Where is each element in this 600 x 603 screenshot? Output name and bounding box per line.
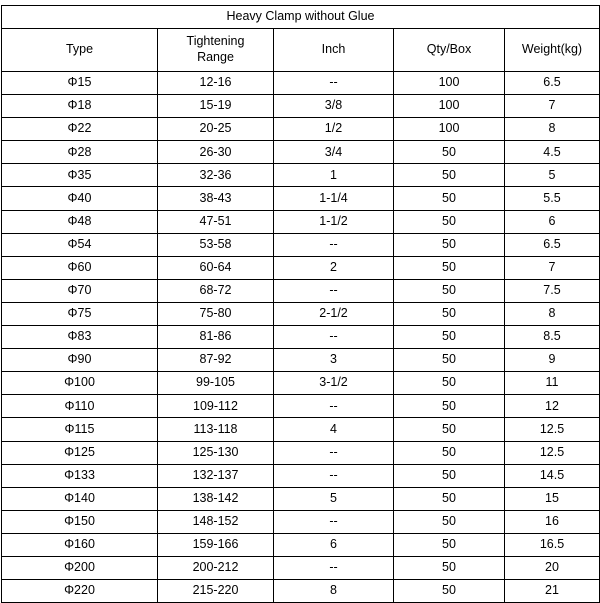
header-inch: Inch	[274, 29, 394, 72]
cell-type: Φ70	[2, 279, 158, 302]
cell-inch: --	[274, 326, 394, 349]
cell-tightening-range: 15-19	[158, 95, 274, 118]
table-row	[2, 279, 600, 302]
cell-type: Φ60	[2, 256, 158, 279]
cell-weight: 7	[505, 256, 600, 279]
table-row	[2, 164, 600, 187]
table-row	[2, 441, 600, 464]
cell-weight: 4.5	[505, 141, 600, 164]
cell-qty-box: 100	[394, 118, 505, 141]
cell-tightening-range: 60-64	[158, 256, 274, 279]
cell-qty-box: 50	[394, 326, 505, 349]
cell-tightening-range: 75-80	[158, 302, 274, 325]
cell-qty-box: 50	[394, 256, 505, 279]
clamp-spec-table	[1, 5, 600, 603]
cell-qty-box: 50	[394, 395, 505, 418]
table-header-row	[2, 29, 600, 72]
table-row	[2, 72, 600, 95]
cell-tightening-range: 132-137	[158, 464, 274, 487]
cell-inch: --	[274, 510, 394, 533]
table-row	[2, 349, 600, 372]
cell-qty-box: 50	[394, 580, 505, 603]
cell-qty-box: 50	[394, 187, 505, 210]
header-type: Type	[2, 29, 158, 72]
header-weight: Weight(kg)	[505, 29, 600, 72]
table-row	[2, 187, 600, 210]
cell-inch: --	[274, 441, 394, 464]
cell-inch: --	[274, 556, 394, 579]
table-row	[2, 533, 600, 556]
cell-inch: --	[274, 395, 394, 418]
table-title-row	[2, 6, 600, 29]
cell-tightening-range: 20-25	[158, 118, 274, 141]
cell-inch: 1/2	[274, 118, 394, 141]
header-range-line1: Tightening	[186, 34, 245, 49]
cell-type: Φ40	[2, 187, 158, 210]
cell-weight: 8.5	[505, 326, 600, 349]
cell-type: Φ115	[2, 418, 158, 441]
cell-weight: 8	[505, 118, 600, 141]
cell-qty-box: 50	[394, 487, 505, 510]
cell-type: Φ110	[2, 395, 158, 418]
cell-inch: 2-1/2	[274, 302, 394, 325]
cell-tightening-range: 26-30	[158, 141, 274, 164]
cell-weight: 20	[505, 556, 600, 579]
cell-weight: 14.5	[505, 464, 600, 487]
cell-weight: 16	[505, 510, 600, 533]
cell-inch: 1-1/4	[274, 187, 394, 210]
table-row	[2, 395, 600, 418]
cell-inch: 3	[274, 349, 394, 372]
cell-weight: 11	[505, 372, 600, 395]
cell-weight: 16.5	[505, 533, 600, 556]
cell-weight: 12	[505, 395, 600, 418]
cell-type: Φ133	[2, 464, 158, 487]
cell-type: Φ22	[2, 118, 158, 141]
cell-qty-box: 50	[394, 302, 505, 325]
cell-inch: --	[274, 279, 394, 302]
table-row	[2, 556, 600, 579]
table-row	[2, 487, 600, 510]
cell-tightening-range: 32-36	[158, 164, 274, 187]
cell-inch: 4	[274, 418, 394, 441]
cell-weight: 7	[505, 95, 600, 118]
cell-type: Φ54	[2, 233, 158, 256]
cell-tightening-range: 38-43	[158, 187, 274, 210]
cell-qty-box: 50	[394, 141, 505, 164]
cell-weight: 12.5	[505, 441, 600, 464]
cell-type: Φ100	[2, 372, 158, 395]
cell-qty-box: 50	[394, 349, 505, 372]
cell-type: Φ35	[2, 164, 158, 187]
cell-tightening-range: 138-142	[158, 487, 274, 510]
cell-tightening-range: 200-212	[158, 556, 274, 579]
table-row	[2, 418, 600, 441]
cell-type: Φ83	[2, 326, 158, 349]
cell-tightening-range: 109-112	[158, 395, 274, 418]
cell-qty-box: 50	[394, 279, 505, 302]
cell-inch: 2	[274, 256, 394, 279]
cell-qty-box: 50	[394, 418, 505, 441]
cell-qty-box: 50	[394, 164, 505, 187]
cell-type: Φ220	[2, 580, 158, 603]
header-qty-box: Qty/Box	[394, 29, 505, 72]
cell-inch: 5	[274, 487, 394, 510]
table-row	[2, 141, 600, 164]
cell-type: Φ48	[2, 210, 158, 233]
cell-type: Φ18	[2, 95, 158, 118]
header-range-line2: Range	[197, 50, 234, 64]
table-title: Heavy Clamp without Glue	[2, 6, 600, 29]
cell-type: Φ150	[2, 510, 158, 533]
cell-weight: 15	[505, 487, 600, 510]
table-row	[2, 256, 600, 279]
cell-inch: --	[274, 464, 394, 487]
cell-inch: 3-1/2	[274, 372, 394, 395]
cell-inch: 1-1/2	[274, 210, 394, 233]
cell-inch: 1	[274, 164, 394, 187]
cell-tightening-range: 113-118	[158, 418, 274, 441]
cell-tightening-range: 125-130	[158, 441, 274, 464]
cell-weight: 7.5	[505, 279, 600, 302]
cell-tightening-range: 215-220	[158, 580, 274, 603]
table-row	[2, 464, 600, 487]
cell-weight: 12.5	[505, 418, 600, 441]
cell-qty-box: 50	[394, 210, 505, 233]
cell-inch: --	[274, 72, 394, 95]
cell-weight: 6	[505, 210, 600, 233]
header-tightening-range	[158, 29, 274, 72]
table-row	[2, 372, 600, 395]
cell-qty-box: 50	[394, 233, 505, 256]
cell-inch: 3/8	[274, 95, 394, 118]
cell-qty-box: 50	[394, 556, 505, 579]
cell-tightening-range: 159-166	[158, 533, 274, 556]
cell-inch: --	[274, 233, 394, 256]
cell-type: Φ15	[2, 72, 158, 95]
cell-type: Φ90	[2, 349, 158, 372]
cell-type: Φ160	[2, 533, 158, 556]
cell-qty-box: 100	[394, 95, 505, 118]
cell-weight: 6.5	[505, 233, 600, 256]
cell-tightening-range: 68-72	[158, 279, 274, 302]
cell-type: Φ200	[2, 556, 158, 579]
cell-tightening-range: 81-86	[158, 326, 274, 349]
cell-weight: 8	[505, 302, 600, 325]
cell-type: Φ75	[2, 302, 158, 325]
table-row	[2, 302, 600, 325]
cell-inch: 3/4	[274, 141, 394, 164]
cell-qty-box: 50	[394, 533, 505, 556]
cell-qty-box: 50	[394, 441, 505, 464]
cell-tightening-range: 47-51	[158, 210, 274, 233]
table-row	[2, 580, 600, 603]
cell-type: Φ28	[2, 141, 158, 164]
table-row	[2, 326, 600, 349]
cell-weight: 5.5	[505, 187, 600, 210]
cell-type: Φ140	[2, 487, 158, 510]
cell-weight: 6.5	[505, 72, 600, 95]
table-row	[2, 95, 600, 118]
table-row	[2, 233, 600, 256]
cell-tightening-range: 148-152	[158, 510, 274, 533]
cell-weight: 21	[505, 580, 600, 603]
cell-tightening-range: 12-16	[158, 72, 274, 95]
cell-inch: 6	[274, 533, 394, 556]
table-row	[2, 210, 600, 233]
cell-type: Φ125	[2, 441, 158, 464]
table-row	[2, 510, 600, 533]
cell-inch: 8	[274, 580, 394, 603]
cell-weight: 9	[505, 349, 600, 372]
table-row	[2, 118, 600, 141]
cell-qty-box: 100	[394, 72, 505, 95]
cell-tightening-range: 87-92	[158, 349, 274, 372]
cell-qty-box: 50	[394, 510, 505, 533]
cell-weight: 5	[505, 164, 600, 187]
cell-tightening-range: 53-58	[158, 233, 274, 256]
table-body	[2, 72, 600, 603]
cell-qty-box: 50	[394, 464, 505, 487]
cell-tightening-range: 99-105	[158, 372, 274, 395]
cell-qty-box: 50	[394, 372, 505, 395]
